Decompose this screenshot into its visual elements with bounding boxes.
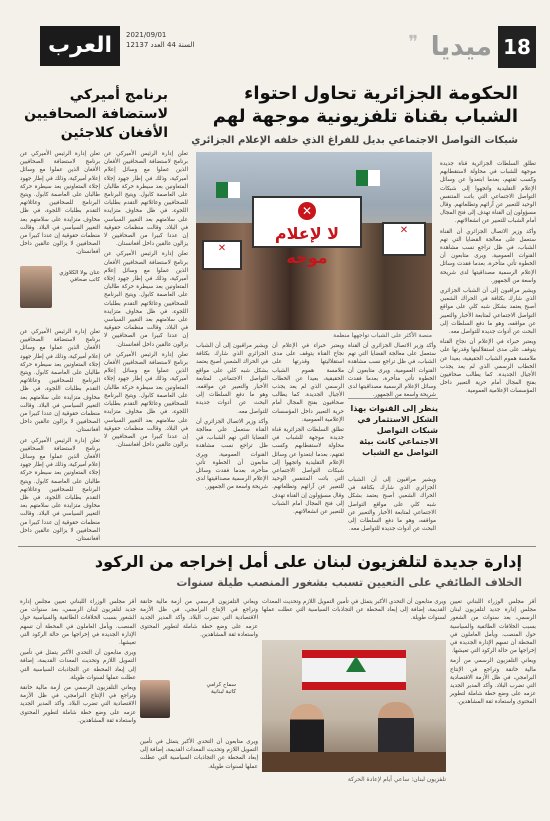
story2-paragraph: ويرى متابعون أن التحدي الأكبر يتمثل في تأمين التمويل اللازم وتحديث المعدات القديمة، إضافة إلى إبعاد المحطة عن التجاذبات السياسية التي عطلت عملها لسنوات طويلة.	[140, 739, 258, 770]
story1-headline: الحكومة الجزائرية تحاول احتواء الشباب بقناة تلفزيونية موجهة لهم	[212, 83, 518, 127]
story1-paragraph: وأكد وزير الاتصال الجزائري أن القناة ستعمل على معالجة القضايا التي تهم الشباب، في ظل تراجع نسب مشاهدة القنوات العمومية. ويرى متابعون أن الخطوة تأتي متأخرة، بعدما فقدت وسائل الإعلام الرسمية مصداقيتها لدى شريحة واسعة من الجمهور.	[348, 343, 436, 399]
side-paragraph: تعلن إدارة الرئيس الأميركي عن برنامج لاستضافة الصحافيين الأفغان الذين عملوا مع وسائل إعلام أميركية، وذلك في إطار جهود إجلاء المتعاونين بعد سيطرة حركة طالبان على العاصمة كابول. ويتيح البرنامج للصحافيين وعائلاتهم التقدم بطلبات اللجوء، في ظل مخاوف متزايدة على سلامتهم بعد التغيير السياسي في البلاد. وقالت منظمات حقوقية إن عددا كبيرا من الصحافيين لا يزالون عالقين داخل أفغانستان.	[20, 437, 100, 543]
protest-sign-small: ✕	[202, 240, 242, 270]
side-story-column	[104, 150, 188, 540]
story1-column	[196, 342, 268, 540]
author-name: عنان بولا الكلاوزي	[59, 270, 100, 276]
side-story-column	[20, 150, 100, 258]
flag-icon	[216, 182, 240, 198]
protest-sign-small: ✕	[382, 222, 426, 256]
side-paragraph: تعلن إدارة الرئيس الأميركي عن برنامج لاستضافة الصحافيين الأفغان الذين عملوا مع وسائل إعلام أميركية، وذلك في إطار جهود إجلاء المتعاونين بعد سيطرة حركة طالبان على العاصمة كابول. ويتيح البرنامج للصحافيين وعائلاتهم التقدم بطلبات اللجوء، في ظل مخاوف متزايدة على سلامتهم بعد التغيير السياسي في البلاد. وقالت منظمات حقوقية إن عددا كبيرا من الصحافيين لا يزالون عالقين داخل أفغانستان.	[20, 329, 100, 434]
page-number: 18	[498, 26, 536, 68]
story2-paragraph: أقر مجلس الوزراء اللبناني تعيين مجلس إدارة جديد لتلفزيون لبنان الرسمي، بعد سنوات من الشغور بسبب الخلافات الطائفية والسياسية حول المنصب. ويأمل العاملون في المحطة أن تسهم الإدارة الجديدة في إخراجها من حالة الركود التي تعيشها.	[450, 599, 536, 655]
page-masthead	[18, 26, 536, 72]
story1-paragraph: وأكد وزير الاتصال الجزائري أن القناة ستعمل على معالجة القضايا التي تهم الشباب، في ظل تراجع نسب مشاهدة القنوات العمومية. ويرى متابعون أن الخطوة تأتي متأخرة، بعدما فقدت وسائل الإعلام الرسمية مصداقيتها لدى شريحة واسعة من الجمهور.	[440, 228, 536, 284]
story1-column	[272, 342, 344, 540]
story1-column	[440, 160, 536, 540]
story1-paragraph: ويشير مراقبون إلى أن الشباب الجزائري الذي شارك بكثافة في الحراك الشعبي أصبح يعتمد بشكل شبه كلي على مواقع التواصل الاجتماعي لمتابعة الأخبار والتعبير عن مواقفه، وهو ما دفع السلطات إلى البحث عن أدوات جديدة للتواصل معه.	[348, 477, 436, 533]
side-story-column	[20, 328, 100, 543]
story2-headline: إدارة جديدة لتلفزيون لبنان على أمل إخراجه من الركود	[94, 552, 522, 571]
side-author	[20, 266, 100, 322]
story2-column	[140, 598, 258, 678]
flag-icon	[356, 170, 380, 186]
story2-subhead: الخلاف الطائفي على التعيين تسبب بشغور المنصب طيلة سنوات	[176, 576, 522, 589]
story2-column	[140, 738, 258, 808]
author-name: سماح كرامي	[206, 682, 236, 688]
author-avatar	[20, 266, 52, 308]
protest-sign	[252, 196, 362, 267]
story1-caption: منصة الأكثر على الشباب تواجهها منظمة	[333, 332, 432, 339]
side-title-line: الأفغان كلاجئين	[60, 125, 168, 141]
side-paragraph: تعلن إدارة الرئيس الأميركي عن برنامج لاستضافة الصحافيين الأفغان الذين عملوا مع وسائل إعلام أميركية، وذلك في إطار جهود إجلاء المتعاونين بعد سيطرة حركة طالبان على العاصمة كابول. ويتيح البرنامج للصحافيين وعائلاتهم التقدم بطلبات اللجوء، في ظل مخاوف متزايدة على سلامتهم بعد التغيير السياسي في البلاد. وقالت منظمات حقوقية إن عددا كبيرا من الصحافيين لا يزالون عالقين داخل أفغانستان.	[104, 251, 188, 348]
story1-paragraph: ويشير مراقبون إلى أن الشباب الجزائري الذي شارك بكثافة في الحراك الشعبي أصبح يعتمد بشكل شبه كلي على مواقع التواصل الاجتماعي لمتابعة الأخبار والتعبير عن مواقفه، وهو ما دفع السلطات إلى البحث عن أدوات جديدة للتواصل معه.	[440, 288, 536, 336]
cross-icon: ✕	[298, 202, 316, 220]
story1-paragraph: ويعتبر خبراء في الإعلام أن نجاح القناة يتوقف على مدى استقلاليتها وقدرتها على ملامسة هموم الشباب الحقيقية، بعيدا عن الخطاب الرسمي الذي لم يعد يجذب الأجيال الجديدة. كما يطالب صحافيون بفتح المجال أمام حرية التعبير داخل المؤسسات الإعلامية العمومية.	[272, 343, 344, 423]
story2-paragraph: ويعاني التلفزيون الرسمي من أزمة مالية خانقة وتراجع في الإنتاج البرامجي، في ظل الأزمة الاقتصادية التي تضرب البلاد. وأكد المدير الجديد عزمه على وضع خطة شاملة لتطوير المحتوى واستعادة ثقة المشاهدين.	[20, 685, 136, 724]
story1-paragraph: وأكد وزير الاتصال الجزائري أن القناة ستعمل على معالجة القضايا التي تهم الشباب، في ظل تراجع نسب مشاهدة القنوات العمومية. ويرى متابعون أن الخطوة تأتي متأخرة، بعدما فقدت وسائل الإعلام الرسمية مصداقيتها لدى شريحة واسعة من الجمهور.	[196, 418, 268, 491]
author-byline	[176, 682, 236, 696]
section-divider	[18, 546, 536, 547]
story2-paragraph: ويرى متابعون أن التحدي الأكبر يتمثل في تأمين التمويل اللازم وتحديث المعدات القديمة، إضافة إلى إبعاد المحطة عن التجاذبات السياسية التي عطلت عملها لسنوات طويلة.	[262, 599, 446, 622]
side-paragraph: تعلن إدارة الرئيس الأميركي عن برنامج لاستضافة الصحافيين الأفغان الذين عملوا مع وسائل إعلام أميركية، وذلك في إطار جهود إجلاء المتعاونين بعد سيطرة حركة طالبان على العاصمة كابول. ويتيح البرنامج للصحافيين وعائلاتهم التقدم بطلبات اللجوء، في ظل مخاوف متزايدة على سلامتهم بعد التغيير السياسي في البلاد. وقالت منظمات حقوقية إن عددا كبيرا من الصحافيين لا يزالون عالقين داخل أفغانستان.	[104, 351, 188, 449]
quote-icon: ❞	[408, 32, 418, 53]
story2-author	[140, 680, 236, 734]
story2-paragraph: ويعاني التلفزيون الرسمي من أزمة مالية خانقة وتراجع في الإنتاج البرامجي، في ظل الأزمة الاقتصادية التي تضرب البلاد. وأكد المدير الجديد عزمه على وضع خطة شاملة لتطوير المحتوى واستعادة ثقة المشاهدين.	[450, 658, 536, 706]
side-paragraph: تعلن إدارة الرئيس الأميركي عن برنامج لاستضافة الصحافيين الأفغان الذين عملوا مع وسائل إعلام أميركية، وذلك في إطار جهود إجلاء المتعاونين بعد سيطرة حركة طالبان على العاصمة كابول. ويتيح البرنامج للصحافيين وعائلاتهم التقدم بطلبات اللجوء، في ظل مخاوف متزايدة على سلامتهم بعد التغيير السياسي في البلاد. وقالت منظمات حقوقية إن عددا كبيرا من الصحافيين لا يزالون عالقين داخل أفغانستان.	[20, 151, 100, 256]
story2-paragraph: ويرى متابعون أن التحدي الأكبر يتمثل في تأمين التمويل اللازم وتحديث المعدات القديمة، إضافة إلى إبعاد المحطة عن التجاذبات السياسية التي عطلت عملها لسنوات طويلة.	[20, 650, 136, 681]
author-role: كاتب صحافي	[69, 277, 100, 283]
side-title-line: برنامج أميركي	[69, 87, 168, 103]
issue-date: 2021/09/01	[126, 31, 167, 39]
author-avatar	[140, 680, 170, 718]
side-title-line: لاستضافة الصحافيين	[24, 106, 168, 122]
cedar-icon	[346, 656, 366, 672]
story1-paragraph: ويعتبر خبراء في الإعلام أن نجاح القناة يتوقف على مدى استقلاليتها وقدرتها على ملامسة هموم الشباب الحقيقية، بعيدا عن الخطاب الرسمي الذي لم يعد يجذب الأجيال الجديدة. كما يطالب صحافيون بفتح المجال أمام حرية التعبير داخل المؤسسات الإعلامية العمومية.	[440, 339, 536, 395]
story1-paragraph: تطلق السلطات الجزائرية قناة جديدة موجهة للشباب في محاولة لاستقطابهم وكسب ثقتهم، بعدما ابتعدوا عن وسائل الإعلام التقليدية واتجهوا إلى شبكات التواصل الاجتماعي التي باتت المتنفس الوحيد للتعبير عن آرائهم وتطلعاتهم. وقال مسؤولون إن القناة تهدف إلى فتح المجال أمام الشباب للتعبير عن انشغالاتهم.	[272, 427, 344, 516]
author-byline	[54, 270, 100, 284]
story2-paragraph: ويعاني التلفزيون الرسمي من أزمة مالية خانقة وتراجع في الإنتاج البرامجي، في ظل الأزمة الاقتصادية التي تضرب البلاد. وأكد المدير الجديد عزمه على وضع خطة شاملة لتطوير المحتوى واستعادة ثقة المشاهدين.	[140, 599, 258, 638]
story1-photo	[196, 152, 432, 330]
story2-column	[450, 598, 536, 808]
protest-sign-text: لا لإعلام موجه	[274, 224, 340, 267]
section-title: ميديا	[430, 32, 492, 62]
story1-paragraph: تطلق السلطات الجزائرية قناة جديدة موجهة للشباب في محاولة لاستقطابهم وكسب ثقتهم، بعدما ابتعدوا عن وسائل الإعلام التقليدية واتجهوا إلى شبكات التواصل الاجتماعي التي باتت المتنفس الوحيد للتعبير عن آرائهم وتطلعاتهم. وقال مسؤولون إن القناة تهدف إلى فتح المجال أمام الشباب للتعبير عن انشغالاتهم.	[440, 161, 536, 225]
side-paragraph: تعلن إدارة الرئيس الأميركي عن برنامج لاستضافة الصحافيين الأفغان الذين عملوا مع وسائل إعلام أميركية، وذلك في إطار جهود إجلاء المتعاونين بعد سيطرة حركة طالبان على العاصمة كابول. ويتيح البرنامج للصحافيين وعائلاتهم التقدم بطلبات اللجوء، في ظل مخاوف متزايدة على سلامتهم بعد التغيير السياسي في البلاد. وقالت منظمات حقوقية إن عددا كبيرا من الصحافيين لا يزالون عالقين داخل أفغانستان.	[104, 151, 188, 248]
issue-info	[126, 30, 236, 50]
newspaper-logo: العرب	[40, 26, 120, 66]
story1-pullquote: ينظر إلى القنوات بهذا الشكل الاستثمار في شبكات التواصل الاجتماعي كانت بيئة التواصل مع الشباب	[348, 398, 438, 472]
story1-column	[348, 342, 436, 399]
story1-column	[348, 476, 436, 540]
story2-column	[20, 598, 136, 808]
section-header	[376, 26, 536, 70]
story2-column	[262, 598, 446, 636]
desk	[262, 752, 446, 772]
story1-paragraph: ويشير مراقبون إلى أن الشباب الجزائري الذي شارك بكثافة في الحراك الشعبي أصبح يعتمد بشكل شبه كلي على مواقع التواصل الاجتماعي لمتابعة الأخبار والتعبير عن مواقفه، وهو ما دفع السلطات إلى البحث عن أدوات جديدة للتواصل معه.	[196, 343, 268, 415]
story1-subhead: شبكات التواصل الاجتماعي بديل للفراغ الذي خلفه الإعلام الجزائري	[191, 135, 518, 146]
story2-caption: تلفزيون لبنان: ساعي أيام لإعادة الحركة	[347, 776, 446, 783]
story2-photo	[262, 640, 446, 772]
side-story-title	[18, 86, 168, 143]
story2-paragraph: أقر مجلس الوزراء اللبناني تعيين مجلس إدارة جديد لتلفزيون لبنان الرسمي، بعد سنوات من الشغور بسبب الخلافات الطائفية والسياسية حول المنصب. ويأمل العاملون في المحطة أن تسهم الإدارة الجديدة في إخراجها من حالة الركود التي تعيشها.	[20, 599, 136, 647]
issue-number: السنة 44 العدد 12137	[126, 41, 195, 49]
author-role: كاتبة لبنانية	[211, 689, 236, 695]
